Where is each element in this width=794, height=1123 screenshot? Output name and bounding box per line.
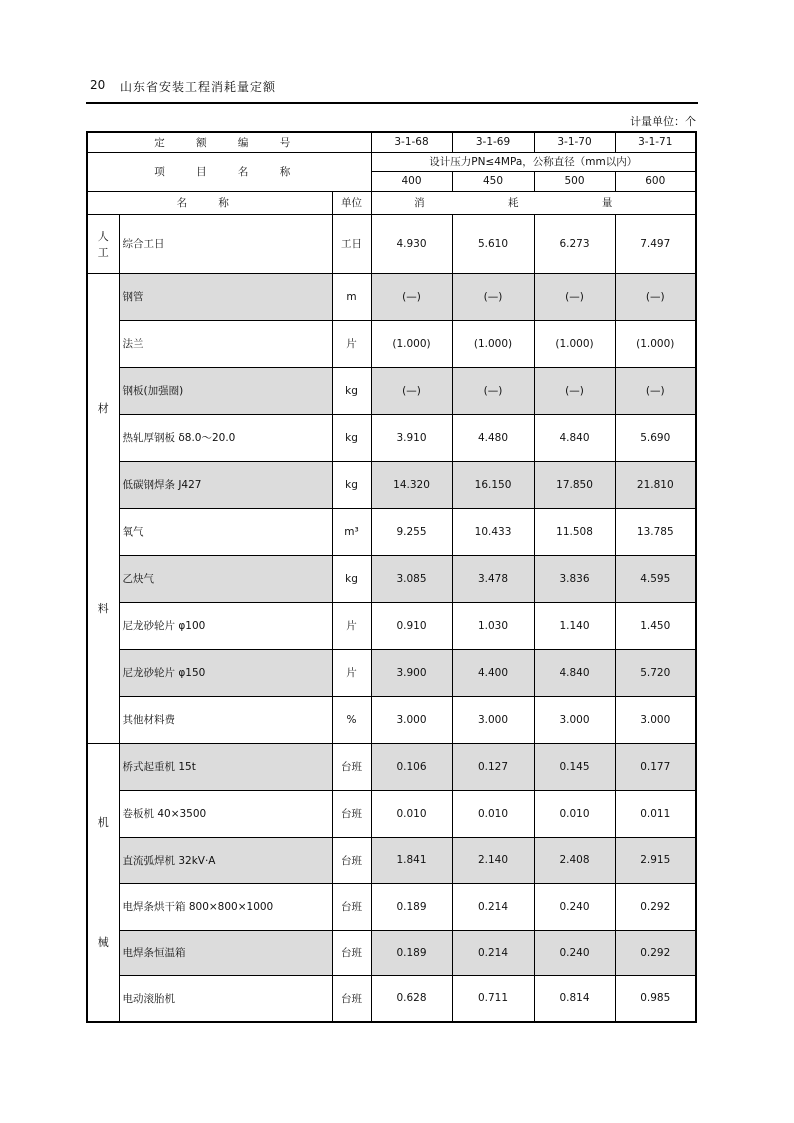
diameter-cell: 600 bbox=[615, 171, 696, 191]
item-name-cell: 尼龙砂轮片 φ100 bbox=[119, 602, 332, 649]
diameter-cell: 450 bbox=[452, 171, 534, 191]
value-cell: 11.508 bbox=[534, 508, 615, 555]
value-cell: (—) bbox=[615, 367, 696, 414]
table-row bbox=[87, 649, 696, 696]
value-cell: (—) bbox=[534, 367, 615, 414]
item-name-cell: 综合工日 bbox=[119, 214, 332, 273]
value-cell: 0.011 bbox=[615, 790, 696, 837]
value-cell: 0.010 bbox=[534, 790, 615, 837]
value-cell: (—) bbox=[452, 367, 534, 414]
table-row bbox=[87, 883, 696, 930]
value-cell: 0.240 bbox=[534, 883, 615, 930]
value-cell: 1.140 bbox=[534, 602, 615, 649]
unit-cell: 台班 bbox=[332, 837, 371, 883]
value-cell: (1.000) bbox=[615, 320, 696, 367]
quota-no-label: 定 额 编 号 bbox=[87, 132, 371, 152]
unit-cell: kg bbox=[332, 461, 371, 508]
value-cell: 0.189 bbox=[371, 930, 452, 975]
value-cell: (—) bbox=[615, 273, 696, 320]
item-name-cell: 直流弧焊机 32kV·A bbox=[119, 837, 332, 883]
value-cell: 16.150 bbox=[452, 461, 534, 508]
item-name-cell: 电焊条恒温箱 bbox=[119, 930, 332, 975]
value-cell: 0.292 bbox=[615, 930, 696, 975]
value-cell: 4.595 bbox=[615, 555, 696, 602]
value-cell: 1.030 bbox=[452, 602, 534, 649]
unit-cell: kg bbox=[332, 367, 371, 414]
unit-cell: 台班 bbox=[332, 975, 371, 1022]
value-cell: 3.910 bbox=[371, 414, 452, 461]
value-cell: 4.400 bbox=[452, 649, 534, 696]
value-cell: 14.320 bbox=[371, 461, 452, 508]
item-name-cell: 低碳钢焊条 J427 bbox=[119, 461, 332, 508]
table-row bbox=[87, 837, 696, 883]
unit-cell: kg bbox=[332, 414, 371, 461]
item-name-cell: 电动滚胎机 bbox=[119, 975, 332, 1022]
value-cell: 3.836 bbox=[534, 555, 615, 602]
value-cell: 10.433 bbox=[452, 508, 534, 555]
spec-cell: 设计压力PN≤4MPa，公称直径（mm以内） bbox=[371, 152, 696, 171]
value-cell: 4.840 bbox=[534, 414, 615, 461]
value-cell: 6.273 bbox=[534, 214, 615, 273]
unit-cell: 台班 bbox=[332, 883, 371, 930]
value-cell: 0.628 bbox=[371, 975, 452, 1022]
table-row bbox=[87, 414, 696, 461]
unit-cell: 片 bbox=[332, 320, 371, 367]
value-cell: (1.000) bbox=[452, 320, 534, 367]
value-cell: 0.292 bbox=[615, 883, 696, 930]
unit-cell: 台班 bbox=[332, 743, 371, 790]
unit-note: 计量单位：个 bbox=[630, 115, 696, 128]
table-row bbox=[87, 461, 696, 508]
table-row bbox=[87, 214, 696, 273]
value-cell: 3.000 bbox=[615, 696, 696, 743]
unit-cell: m³ bbox=[332, 508, 371, 555]
unit-cell: 台班 bbox=[332, 930, 371, 975]
unit-cell: 工日 bbox=[332, 214, 371, 273]
value-cell: 0.189 bbox=[371, 883, 452, 930]
value-cell: 0.985 bbox=[615, 975, 696, 1022]
value-cell: 0.010 bbox=[452, 790, 534, 837]
table-row bbox=[87, 602, 696, 649]
table-row bbox=[87, 508, 696, 555]
item-name-cell: 桥式起重机 15t bbox=[119, 743, 332, 790]
diameter-cell: 400 bbox=[371, 171, 452, 191]
category-cell: 人 工 bbox=[87, 214, 119, 273]
value-cell: 0.145 bbox=[534, 743, 615, 790]
value-cell: 4.840 bbox=[534, 649, 615, 696]
code-cell: 3-1-70 bbox=[534, 132, 615, 152]
page-header bbox=[86, 74, 698, 104]
value-cell: 0.214 bbox=[452, 883, 534, 930]
table-row bbox=[87, 975, 696, 1022]
item-name-cell: 电焊条烘干箱 800×800×1000 bbox=[119, 883, 332, 930]
unit-cell: % bbox=[332, 696, 371, 743]
diameter-cell: 500 bbox=[534, 171, 615, 191]
item-name-cell: 法兰 bbox=[119, 320, 332, 367]
value-cell: (—) bbox=[371, 273, 452, 320]
value-cell: 3.000 bbox=[452, 696, 534, 743]
unit-label: 单位 bbox=[332, 191, 371, 214]
value-cell: 21.810 bbox=[615, 461, 696, 508]
table-row bbox=[87, 367, 696, 414]
value-cell: 13.785 bbox=[615, 508, 696, 555]
item-name-cell: 钢管 bbox=[119, 273, 332, 320]
unit-cell: 片 bbox=[332, 649, 371, 696]
table-row bbox=[87, 320, 696, 367]
value-cell: 0.214 bbox=[452, 930, 534, 975]
item-name-label: 项 目 名 称 bbox=[87, 152, 371, 191]
value-cell: 5.720 bbox=[615, 649, 696, 696]
value-cell: 17.850 bbox=[534, 461, 615, 508]
table-row bbox=[87, 696, 696, 743]
name-label: 名 称 bbox=[87, 191, 332, 214]
quota-table bbox=[86, 131, 697, 1023]
value-cell: 3.000 bbox=[534, 696, 615, 743]
code-cell: 3-1-68 bbox=[371, 132, 452, 152]
value-cell: 0.127 bbox=[452, 743, 534, 790]
value-cell: 7.497 bbox=[615, 214, 696, 273]
value-cell: 3.000 bbox=[371, 696, 452, 743]
value-cell: 3.478 bbox=[452, 555, 534, 602]
value-cell: 1.841 bbox=[371, 837, 452, 883]
value-cell: 5.610 bbox=[452, 214, 534, 273]
value-cell: 9.255 bbox=[371, 508, 452, 555]
value-cell: 2.140 bbox=[452, 837, 534, 883]
table-row bbox=[87, 930, 696, 975]
value-cell: (—) bbox=[534, 273, 615, 320]
value-cell: (1.000) bbox=[534, 320, 615, 367]
table-row bbox=[87, 790, 696, 837]
value-cell: 3.900 bbox=[371, 649, 452, 696]
value-cell: (1.000) bbox=[371, 320, 452, 367]
value-cell: 0.910 bbox=[371, 602, 452, 649]
value-cell: (—) bbox=[452, 273, 534, 320]
item-name-cell: 卷板机 40×3500 bbox=[119, 790, 332, 837]
category-cell: 机 械 bbox=[87, 743, 119, 1022]
code-cell: 3-1-69 bbox=[452, 132, 534, 152]
value-cell: 0.106 bbox=[371, 743, 452, 790]
value-cell: 4.480 bbox=[452, 414, 534, 461]
item-name-cell: 热轧厚钢板 δ8.0～20.0 bbox=[119, 414, 332, 461]
value-cell: 2.408 bbox=[534, 837, 615, 883]
item-name-cell: 氧气 bbox=[119, 508, 332, 555]
value-cell: 0.814 bbox=[534, 975, 615, 1022]
consumption-label: 消 耗 量 bbox=[371, 191, 696, 214]
unit-cell: m bbox=[332, 273, 371, 320]
value-cell: 1.450 bbox=[615, 602, 696, 649]
item-name-cell: 乙炔气 bbox=[119, 555, 332, 602]
value-cell: 0.240 bbox=[534, 930, 615, 975]
unit-cell: 台班 bbox=[332, 790, 371, 837]
table-row bbox=[87, 743, 696, 790]
code-cell: 3-1-71 bbox=[615, 132, 696, 152]
value-cell: 5.690 bbox=[615, 414, 696, 461]
value-cell: 0.711 bbox=[452, 975, 534, 1022]
table-row bbox=[87, 273, 696, 320]
book-title: 山东省安装工程消耗量定额 bbox=[120, 80, 277, 94]
item-name-cell: 其他材料费 bbox=[119, 696, 332, 743]
item-name-cell: 钢板(加强圈) bbox=[119, 367, 332, 414]
value-cell: 0.010 bbox=[371, 790, 452, 837]
value-cell: 0.177 bbox=[615, 743, 696, 790]
value-cell: 3.085 bbox=[371, 555, 452, 602]
value-cell: 2.915 bbox=[615, 837, 696, 883]
category-cell: 材 料 bbox=[87, 273, 119, 743]
table-row bbox=[87, 555, 696, 602]
value-cell: 4.930 bbox=[371, 214, 452, 273]
item-name-cell: 尼龙砂轮片 φ150 bbox=[119, 649, 332, 696]
unit-cell: 片 bbox=[332, 602, 371, 649]
unit-cell: kg bbox=[332, 555, 371, 602]
value-cell: (—) bbox=[371, 367, 452, 414]
page-number: 20 bbox=[90, 78, 106, 92]
